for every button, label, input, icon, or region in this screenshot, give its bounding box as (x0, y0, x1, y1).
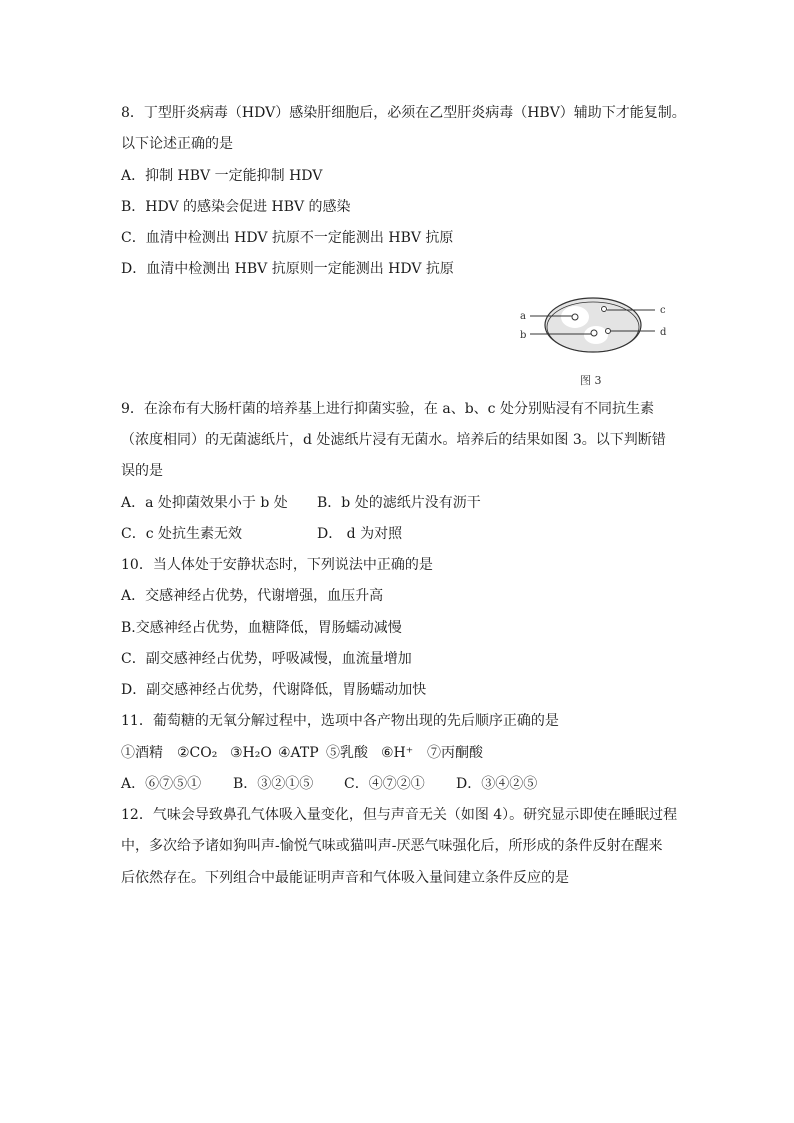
q8-option-b: B．HDV 的感染会促进 HBV 的感染 (121, 199, 351, 215)
q8-option-c: C．血清中检测出 HDV 抗原不一定能测出 HBV 抗原 (121, 230, 454, 246)
q10-option-d: D．副交感神经占优势，代谢降低，胃肠蠕动加快 (121, 682, 427, 698)
q8-option-a: A．抑制 HBV 一定能抑制 HDV (121, 168, 323, 184)
q11-stem: 11．葡萄糖的无氧分解过程中，选项中各产物出现的先后顺序正确的是 (121, 713, 559, 729)
figure-label-a: a (520, 311, 526, 322)
q11-item-1: ①酒精 (121, 745, 163, 761)
figure-label-b: b (520, 330, 527, 341)
figure-label-c: c (660, 305, 666, 316)
q8-option-d: D．血清中检测出 HBV 抗原则一定能测出 HDV 抗原 (121, 261, 454, 277)
q11-option-d: D．③④②⑤ (456, 776, 538, 792)
q10-option-b: B.交感神经占优势，血糖降低，胃肠蠕动减慢 (121, 620, 402, 636)
q9-option-c: C．c 处抗生素无效 (121, 526, 243, 542)
figure-label-d: d (660, 327, 667, 338)
q10-option-c: C．副交感神经占优势，呼吸减慢，血流量增加 (121, 651, 412, 667)
q11-option-c: C．④⑦②① (344, 776, 425, 792)
q11-item-4: ④ATP (278, 745, 319, 761)
q9-option-a: A．a 处抑菌效果小于 b 处 (121, 495, 288, 511)
q11-option-a: A．⑥⑦⑤① (121, 776, 202, 792)
q8-stem-line2: 以下论述正确的是 (121, 136, 233, 152)
q11-item-3: ③H₂O (230, 745, 272, 761)
q10-stem: 10．当人体处于安静状态时，下列说法中正确的是 (121, 557, 433, 573)
q12-stem-line2: 中，多次给予诸如狗叫声-愉悦气味或猫叫声-厌恶气味强化后，所形成的条件反射在醒来 (121, 838, 663, 854)
q9-stem-line2: （浓度相同）的无菌滤纸片，d 处滤纸片浸有无菌水。培养后的结果如图 3。以下判断错 (121, 432, 666, 448)
q9-option-b: B．b 处的滤纸片没有沥干 (317, 495, 481, 511)
q11-item-7: ⑦丙酮酸 (427, 745, 483, 761)
q8-stem-line1: 8．丁型肝炎病毒（HDV）感染肝细胞后，必须在乙型肝炎病毒（HBV）辅助下才能复制。 (121, 105, 686, 121)
q11-item-5: ⑤乳酸 (326, 745, 368, 761)
q9-option-d: D． d 为对照 (317, 526, 403, 542)
q12-stem-line1: 12．气味会导致鼻孔气体吸入量变化，但与声音无关（如图 4）。研究显示即使在睡眠过程 (121, 807, 678, 823)
q9-stem-line3: 误的是 (121, 463, 163, 479)
q12-stem-line3: 后依然存在。下列组合中最能证明声音和气体吸入量间建立条件反应的是 (121, 870, 569, 886)
q10-option-a: A．交感神经占优势，代谢增强，血压升高 (121, 588, 384, 604)
q11-option-b: B．③②①⑤ (233, 776, 314, 792)
q11-item-6: ⑥H⁺ (381, 745, 414, 761)
figure-3-caption: 图 3 (580, 374, 602, 387)
q9-stem-line1: 9．在涂布有大肠杆菌的培养基上进行抑菌实验，在 a、b、c 处分别贴浸有不同抗生素 (121, 401, 654, 417)
q11-item-2: ②CO₂ (177, 745, 218, 761)
